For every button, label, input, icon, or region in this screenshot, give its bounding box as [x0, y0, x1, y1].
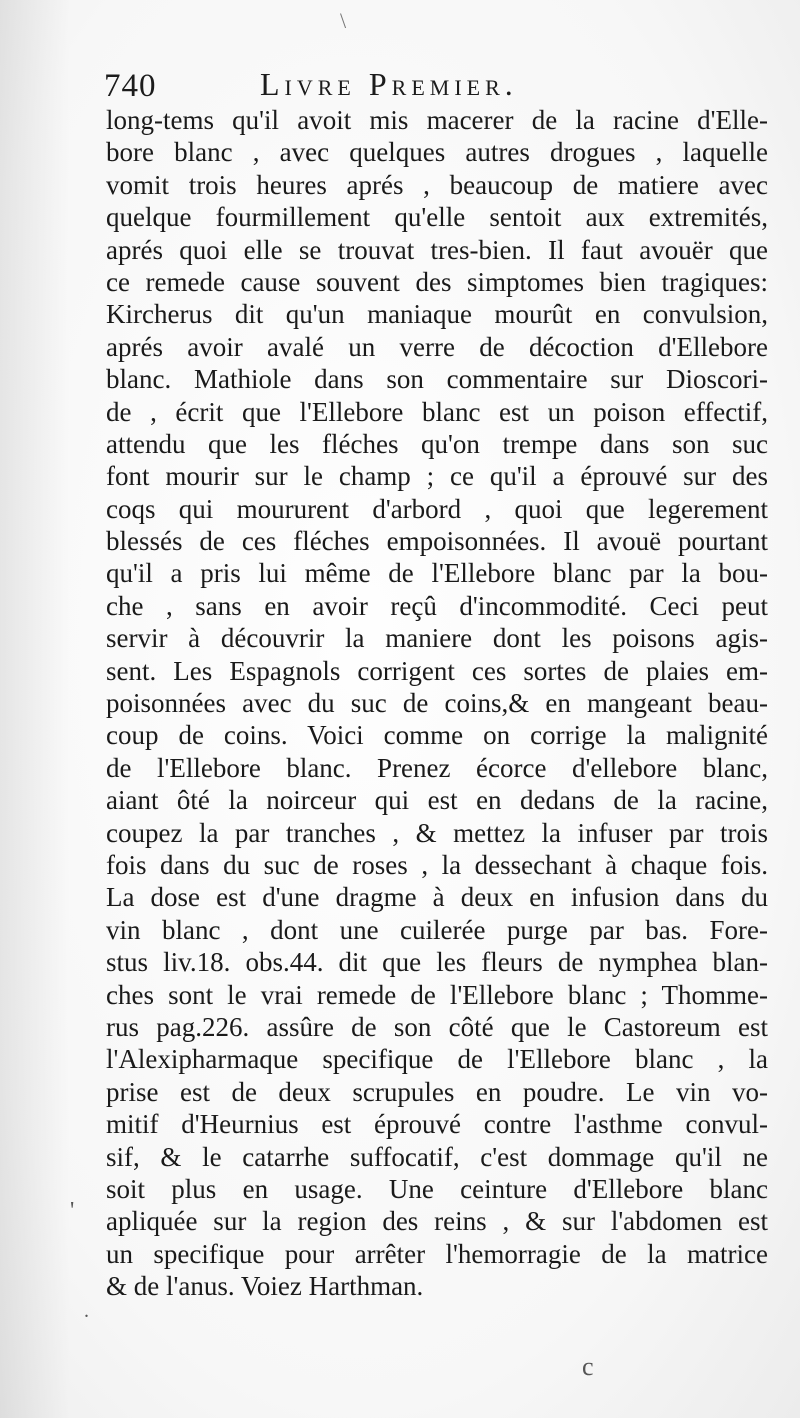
- text-line: soit plus en usage. Une ceinture d'Ellebore blanc: [106, 1173, 768, 1204]
- text-line: servir à découvrir la maniere dont les poisons agis-: [106, 623, 768, 654]
- text-line: ches sont le vrai remede de l'Ellebore blanc ; Thomme-: [106, 979, 768, 1010]
- text-line: aprés quoi elle se trouvat tres-bien. Il faut avouër que: [106, 234, 768, 265]
- page-number: 740: [104, 68, 157, 104]
- text-line: prise est de deux scrupules en poudre. Le vin vo-: [106, 1076, 768, 1107]
- text-line: apliquée sur la region des reins , & sur l'abdomen est: [106, 1206, 768, 1237]
- text-line: vin blanc , dont une cuilerée purge par bas. Fore-: [106, 914, 768, 945]
- text-line: un specifique pour arrêter l'hemorragie de la matrice: [106, 1238, 768, 1269]
- text-line: l'Alexipharmaque specifique de l'Ellebore blanc , la: [106, 1044, 768, 1075]
- binding-shadow: [0, 0, 70, 1418]
- signature-mark: c: [582, 1352, 594, 1381]
- text-line: blanc. Mathiole dans son commentaire sur Dioscori-: [106, 364, 768, 395]
- text-line: sent. Les Espagnols corrigent ces sortes de plaies em-: [106, 655, 768, 686]
- text-line: La dose est d'une dragme à deux en infusion dans du: [106, 882, 768, 913]
- text-line: attendu que les fléches qu'on trempe dans son suc: [106, 428, 768, 459]
- text-line: blessés de ces fléches empoisonnées. Il avouë pourtant: [106, 526, 768, 557]
- text-line-last: & de l'anus. Voiez Harthman.: [106, 1271, 424, 1302]
- text-line: ce remede cause souvent des simptomes bien tragiques:: [106, 266, 768, 297]
- text-line: coupez la par tranches , & mettez la infuser par trois: [106, 817, 768, 848]
- text-line: qu'il a pris lui même de l'Ellebore blanc par la bou-: [106, 558, 768, 589]
- text-line: de , écrit que l'Ellebore blanc est un poison effectif,: [106, 396, 768, 427]
- running-title: Livre Premier.: [260, 66, 518, 102]
- text-line: quelque fourmillement qu'elle sentoit aux extremités,: [106, 202, 768, 233]
- text-line: font mourir sur le champ ; ce qu'il a éprouvé sur des: [106, 461, 768, 492]
- text-line: coup de coins. Voici comme on corrige la malignité: [106, 720, 768, 751]
- text-line: poisonnées avec du suc de coins,& en mangeant beau-: [106, 688, 768, 719]
- left-margin-mark: ': [70, 1198, 75, 1224]
- text-line: rus pag.226. assûre de son côté que le Castoreum est: [106, 1011, 768, 1042]
- text-line: bore blanc , avec quelques autres drogues , laquelle: [106, 137, 768, 168]
- text-line: mitif d'Heurnius est éprouvé contre l'asthme convul-: [106, 1109, 768, 1140]
- text-line: fois dans du suc de roses , la dessechant à chaque fois.: [106, 849, 768, 880]
- text-line: che , sans en avoir reçû d'incommodité. Ceci peut: [106, 590, 768, 621]
- text-line: aprés avoir avalé un verre de décoction d'Ellebore: [106, 331, 768, 362]
- top-margin-mark: \: [340, 8, 347, 33]
- left-margin-dot: .: [84, 1300, 89, 1322]
- text-line: sif, & le catarrhe suffocatif, c'est dommage qu'il ne: [106, 1141, 768, 1172]
- text-line: de l'Ellebore blanc. Prenez écorce d'ellebore blanc,: [106, 752, 768, 783]
- text-line: Kircherus dit qu'un maniaque mourût en convulsion,: [106, 299, 768, 330]
- body-text: [106, 104, 768, 1302]
- text-line: vomit trois heures aprés , beaucoup de matiere avec: [106, 169, 768, 200]
- text-line: coqs qui moururent d'arbord , quoi que legerement: [106, 493, 768, 524]
- text-line: aiant ôté la noirceur qui est en dedans de la racine,: [106, 785, 768, 816]
- text-line: long-tems qu'il avoit mis macerer de la racine d'Elle-: [106, 105, 768, 135]
- text-line: stus liv.18. obs.44. dit que les fleurs de nymphea blan-: [106, 947, 768, 978]
